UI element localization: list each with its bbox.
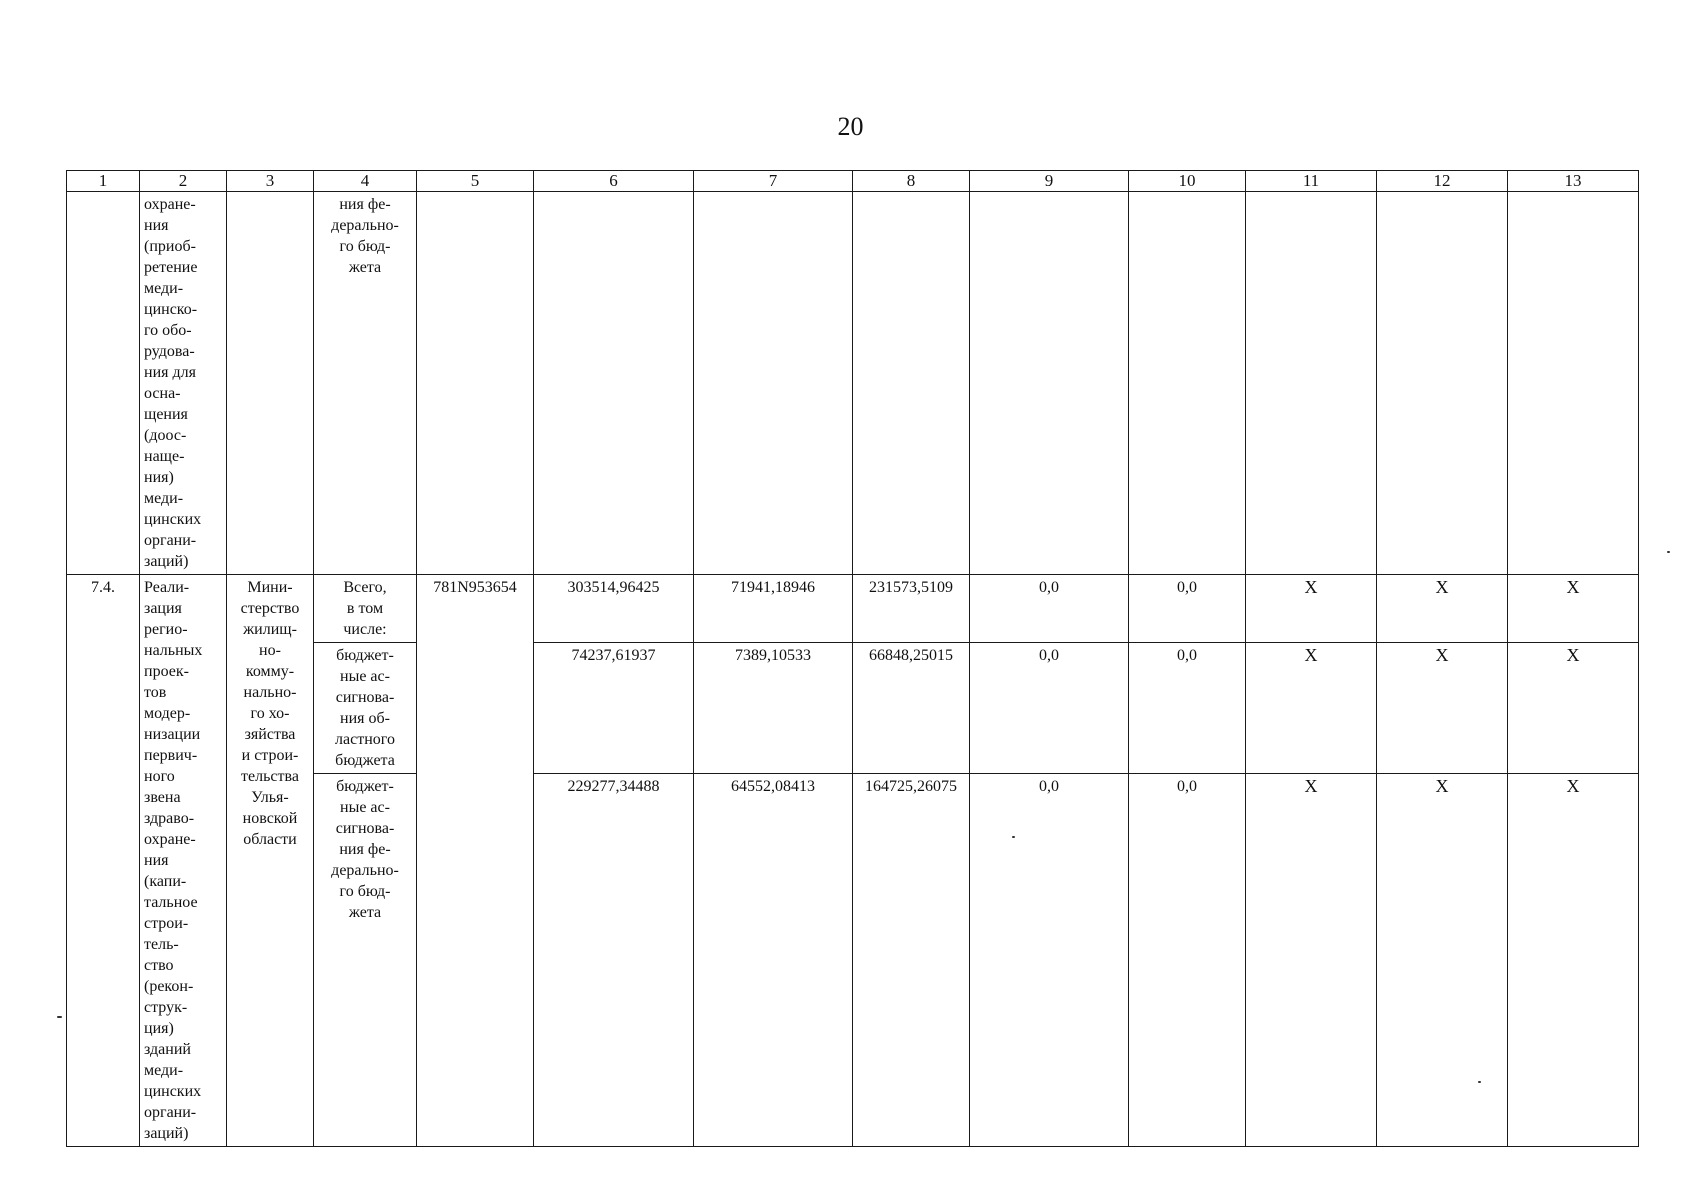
- cell: [417, 192, 534, 575]
- amount-total: 303514,96425: [534, 575, 694, 643]
- scan-speck: [1667, 551, 1670, 553]
- header-cell: 12: [1377, 171, 1508, 192]
- header-cell: 10: [1129, 171, 1246, 192]
- amount-total: 74237,61937: [534, 643, 694, 774]
- budget-table: [66, 170, 1639, 1147]
- cell: [227, 192, 314, 575]
- header-cell: 11: [1246, 171, 1377, 192]
- scan-speck: [57, 1016, 62, 1018]
- mark-col12: X: [1377, 575, 1508, 643]
- amount-col9: 0,0: [970, 774, 1129, 1147]
- row-number: 7.4.: [67, 575, 140, 1147]
- amount-col7: 7389,10533: [694, 643, 853, 774]
- mark-col11: X: [1246, 643, 1377, 774]
- cell: [1246, 192, 1377, 575]
- mark-col13: X: [1508, 774, 1639, 1147]
- mark-col11: X: [1246, 774, 1377, 1147]
- cell: [534, 192, 694, 575]
- header-cell: 2: [140, 171, 227, 192]
- amount-col9: 0,0: [970, 575, 1129, 643]
- scan-speck: [1478, 1081, 1481, 1083]
- page-number: 20: [837, 112, 864, 141]
- funding-source: бюджет- ные ас- сигнова- ния об- ластного бюджета: [314, 643, 417, 774]
- header-cell: 4: [314, 171, 417, 192]
- mark-col13: X: [1508, 575, 1639, 643]
- mark-col13: X: [1508, 643, 1639, 774]
- amount-col10: 0,0: [1129, 575, 1246, 643]
- cell: [1377, 192, 1508, 575]
- mark-col12: X: [1377, 643, 1508, 774]
- header-cell: 6: [534, 171, 694, 192]
- mark-col12: X: [1377, 774, 1508, 1147]
- continuation-row: [67, 192, 1639, 575]
- executor: Мини- стерство жилищ- но- комму- нально- го хо- зяйства и строи- тельства Улья- новской области: [227, 575, 314, 1147]
- amount-col10: 0,0: [1129, 774, 1246, 1147]
- amount-col8: 231573,5109: [853, 575, 970, 643]
- amount-col9: 0,0: [970, 643, 1129, 774]
- cell: [970, 192, 1129, 575]
- table-row: [67, 575, 1639, 643]
- amount-total: 229277,34488: [534, 774, 694, 1147]
- funding-source: Всего, в том числе:: [314, 575, 417, 643]
- header-row: [67, 171, 1639, 192]
- funding-source: бюджет- ные ас- сигнова- ния фе- дерально- го бюд- жета: [314, 774, 417, 1147]
- budget-code: 781N953654: [417, 575, 534, 1147]
- cell: [1129, 192, 1246, 575]
- cell: [694, 192, 853, 575]
- header-cell: 7: [694, 171, 853, 192]
- header-cell: 13: [1508, 171, 1639, 192]
- header-cell: 8: [853, 171, 970, 192]
- scan-speck: [1012, 836, 1015, 838]
- amount-col10: 0,0: [1129, 643, 1246, 774]
- mark-col11: X: [1246, 575, 1377, 643]
- activity-name-cont: охране- ния (приоб- ретение меди- цинско- го обо- рудова- ния для осна- щения (доос- наще- ния) меди- цинских органи- заций): [140, 192, 227, 575]
- header-cell: 3: [227, 171, 314, 192]
- cell: [853, 192, 970, 575]
- funding-source-cont: ния фе- дерально- го бюд- жета: [314, 192, 417, 575]
- amount-col7: 71941,18946: [694, 575, 853, 643]
- header-cell: 9: [970, 171, 1129, 192]
- header-cell: 5: [417, 171, 534, 192]
- cell: [67, 192, 140, 575]
- amount-col8: 164725,26075: [853, 774, 970, 1147]
- amount-col8: 66848,25015: [853, 643, 970, 774]
- amount-col7: 64552,08413: [694, 774, 853, 1147]
- header-cell: 1: [67, 171, 140, 192]
- cell: [1508, 192, 1639, 575]
- activity-name: Реали- зация регио- нальных проек- тов модер- низации первич- ного звена здраво- охране- ния (капи- тальное строи- тель- ство (рекон- струк- ция) зданий меди- цинских органи- заций): [140, 575, 227, 1147]
